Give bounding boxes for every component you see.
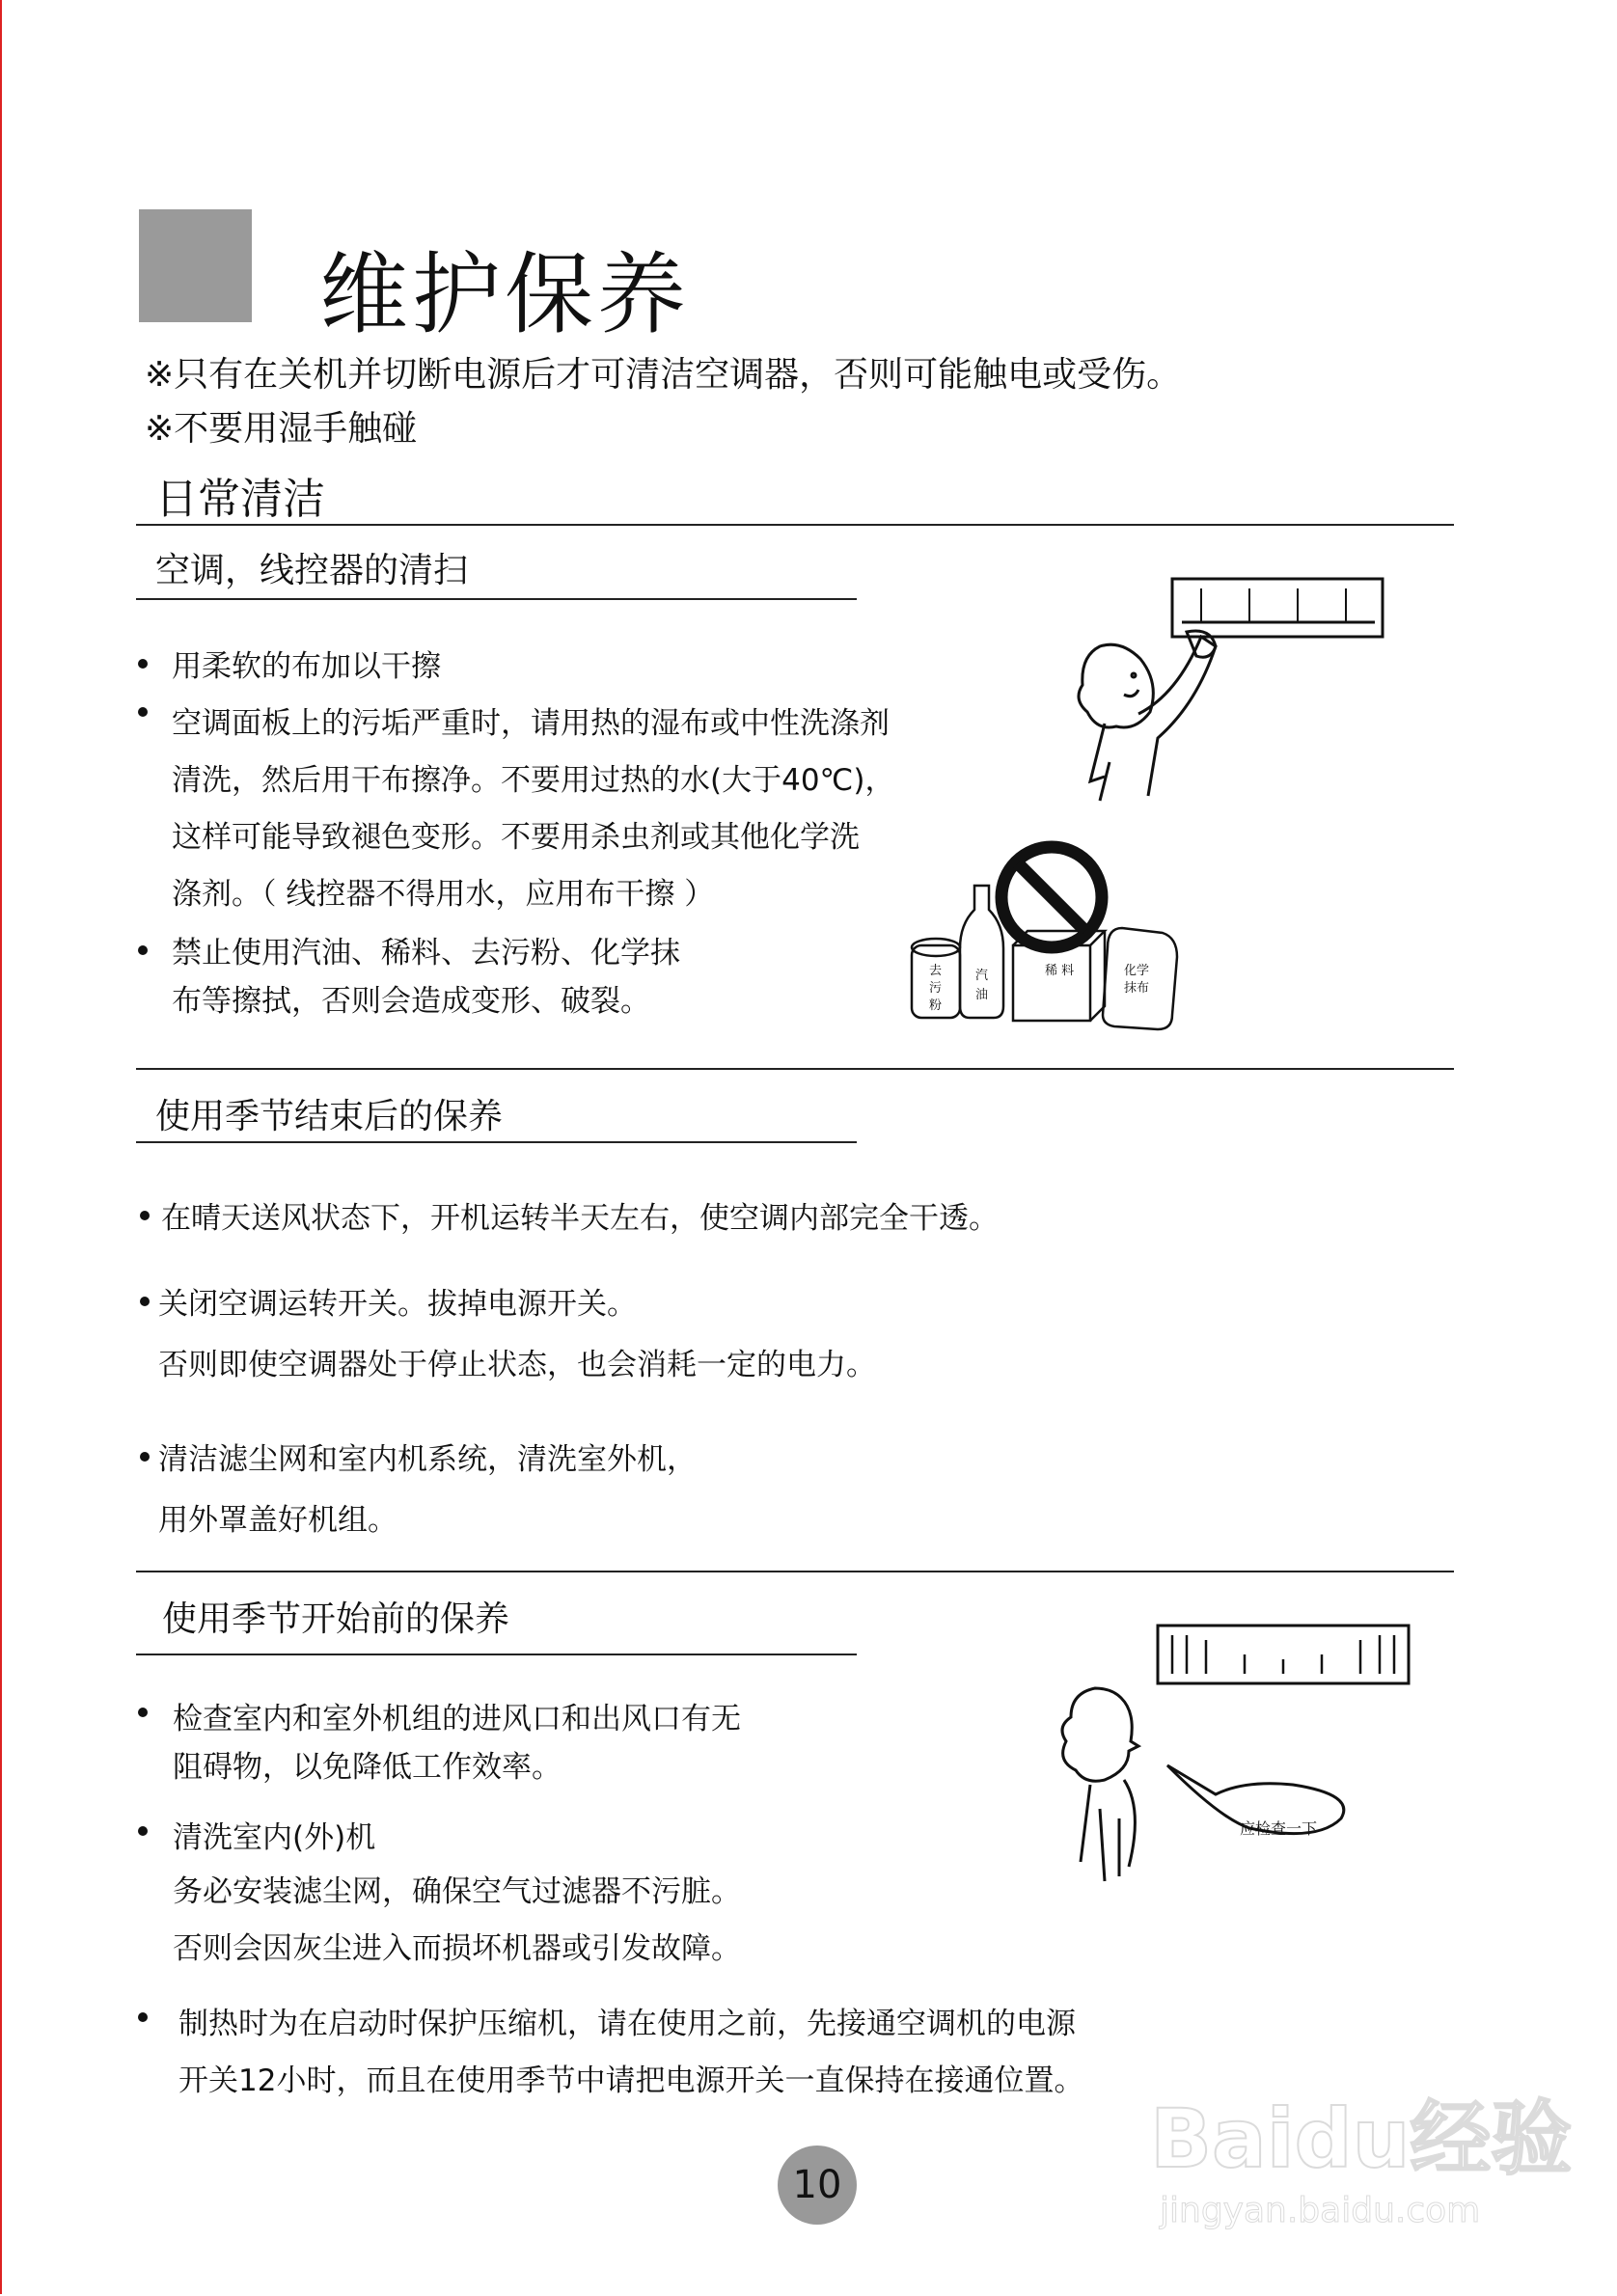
text-line: 空调面板上的污垢严重时，请用热的湿布或中性洗涤剂 bbox=[172, 706, 890, 741]
label-powder-3: 粉 bbox=[929, 998, 943, 1013]
text-line: 禁止使用汽油、稀料、去污粉、化学抹 bbox=[172, 936, 680, 970]
text-line: 清洗，然后用干布擦净。不要用过热的水(大于40℃)， bbox=[172, 763, 895, 798]
underline bbox=[136, 1654, 857, 1655]
label-gasoline-2: 油 bbox=[975, 988, 989, 1002]
bullet bbox=[138, 1826, 148, 1836]
baidu-watermark bbox=[1150, 2074, 1572, 2230]
text-line: 否则即使空调器处于停止状态，也会消耗一定的电力。 bbox=[158, 1348, 876, 1382]
wiping-ac-illustration bbox=[1056, 569, 1389, 810]
bullet bbox=[138, 1708, 148, 1717]
subheading-cleaning: 空调，线控器的清扫 bbox=[155, 551, 469, 590]
label-gasoline-1: 汽 bbox=[975, 969, 989, 983]
warning-1: ※只有在关机并切断电源后才可清洁空调器，否则可能触电或受伤。 bbox=[145, 355, 1182, 395]
bullet bbox=[140, 1211, 150, 1220]
watermark-brand: Baidu经验 bbox=[1150, 2091, 1573, 2186]
divider bbox=[136, 1068, 1454, 1070]
text-line: 布等擦拭，否则会造成变形、破裂。 bbox=[172, 984, 650, 1019]
bullet bbox=[140, 1297, 150, 1306]
page-number: 10 bbox=[778, 2146, 857, 2225]
divider bbox=[136, 524, 1454, 526]
speech-bubble: 应检查一下 bbox=[1240, 1819, 1318, 1838]
section-heading-daily: 日常清洁 bbox=[155, 475, 325, 524]
divider bbox=[136, 1571, 1454, 1572]
page-title: 维护保养 bbox=[319, 243, 691, 346]
underline bbox=[136, 598, 857, 600]
text-line: 制热时为在启动时保护压缩机，请在使用之前，先接通空调机的电源 bbox=[178, 2007, 1076, 2041]
subheading-before-season: 使用季节开始前的保养 bbox=[162, 1599, 510, 1639]
text-line: 用外罩盖好机组。 bbox=[158, 1503, 397, 1538]
text-line: 开关12小时，而且在使用季节中请把电源开关一直保持在接通位置。 bbox=[178, 2064, 1084, 2098]
text-line: 检查室内和室外机组的进风口和出风口有无 bbox=[173, 1702, 741, 1736]
text-line: 清洗室内(外)机 bbox=[173, 1820, 376, 1855]
bullet bbox=[138, 659, 148, 669]
label-thinner: 稀 料 bbox=[1045, 964, 1075, 978]
bullet bbox=[138, 945, 148, 955]
label-powder-2: 污 bbox=[929, 981, 943, 996]
text-line: 这样可能导致褪色变形。不要用杀虫剂或其他化学洗 bbox=[172, 820, 860, 855]
label-powder-1: 去 bbox=[929, 964, 943, 978]
text-line: 务必安装滤尘网，确保空气过滤器不污脏。 bbox=[173, 1874, 741, 1909]
underline bbox=[136, 1141, 857, 1143]
text-line: 在晴天送风状态下，开机运转半天左右，使空调内部完全干透。 bbox=[161, 1201, 999, 1236]
text-line: 用柔软的布加以干擦 bbox=[172, 649, 441, 684]
text-line: 涤剂。（ 线控器不得用水，应用布干擦 ） bbox=[172, 877, 715, 912]
label-cloth-1: 化学 bbox=[1124, 964, 1150, 978]
warning-2: ※不要用湿手触碰 bbox=[145, 409, 418, 449]
text-line: 关闭空调运转开关。拔掉电源开关。 bbox=[158, 1287, 637, 1322]
text-line: 清洁滤尘网和室内机系统，清洗室外机， bbox=[158, 1442, 697, 1477]
checking-ac-illustration bbox=[1042, 1616, 1428, 1891]
bullet bbox=[138, 2012, 148, 2022]
bullet bbox=[138, 707, 148, 717]
subheading-after-season: 使用季节结束后的保养 bbox=[155, 1097, 504, 1136]
watermark-url: jingyan.baidu.com bbox=[1160, 2191, 1481, 2230]
title-marker bbox=[139, 209, 252, 322]
text-line: 阻碍物，以免降低工作效率。 bbox=[173, 1750, 562, 1785]
prohibited-cleaners-illustration bbox=[902, 839, 1201, 1032]
bullet bbox=[140, 1452, 150, 1462]
label-cloth-2: 抹布 bbox=[1124, 981, 1150, 996]
text-line: 否则会因灰尘进入而损坏机器或引发故障。 bbox=[173, 1931, 741, 1966]
